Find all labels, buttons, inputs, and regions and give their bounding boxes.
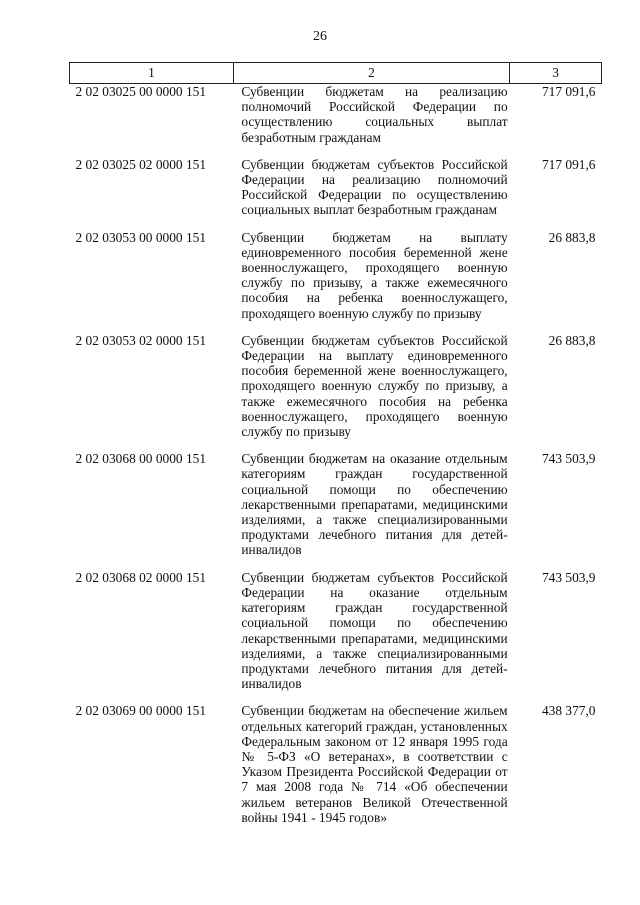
budget-code: 2 02 03069 00 0000 151: [75, 703, 207, 719]
table-row: [70, 451, 602, 569]
table-row: [70, 703, 602, 837]
amount: 717 091,6: [541, 156, 596, 172]
table-body: [70, 84, 602, 837]
header-row: [70, 63, 602, 84]
revenue-name: Субвенции бюджетам субъектов Российской Федерации на оказание отдельным категориям граждан государственной социальной помощи по обеспечению лекарственными препаратами, медицинскими изделиями, а также специализированными продуктами лечебного питания для детей-инвалидов: [241, 569, 508, 692]
revenue-name: Субвенции бюджетам субъектов Российской Федерации на реализацию полномочий Российской Федерации по осуществлению социальных выплат безработным гражданам: [241, 156, 508, 218]
column-header-1: 1: [70, 63, 234, 84]
revenue-name: Субвенции бюджетам на реализацию полномочий Российской Федерации по осуществлению социальных выплат безработным гражданам: [241, 84, 508, 145]
budget-code: 2 02 03025 02 0000 151: [75, 156, 207, 172]
amount: 438 377,0: [541, 703, 596, 719]
table-row: [70, 84, 602, 157]
amount: 26 883,8: [548, 332, 596, 348]
page-number: 26: [313, 29, 327, 44]
table-row: [70, 333, 602, 451]
amount: 743 503,9: [541, 451, 596, 467]
budget-code: 2 02 03068 02 0000 151: [75, 569, 207, 585]
table-row: [70, 157, 602, 230]
table-header: [70, 63, 602, 84]
table-row: [70, 570, 602, 704]
budget-revenue-table: [69, 62, 602, 837]
amount: 717 091,6: [541, 84, 596, 99]
column-header-2: 2: [233, 63, 509, 84]
budget-code: 2 02 03025 00 0000 151: [75, 84, 207, 99]
amount: 26 883,8: [548, 229, 596, 245]
revenue-name: Субвенции бюджетам на выплату единовременного пособия беременной жене военнослужащего, проходящего военную службу по призыву, а также ежемесячного пособия на ребенка военнослужащего, проходящего военную службу по призыву: [241, 229, 508, 321]
table-row: [70, 230, 602, 333]
revenue-name: Субвенции бюджетам на оказание отдельным категориям граждан государственной социальной помощи по обеспечению лекарственными препаратами, медицинскими изделиями, а также специализированными продуктами лечебного питания для детей-инвалидов: [241, 451, 508, 558]
budget-code: 2 02 03053 00 0000 151: [75, 229, 207, 245]
amount: 743 503,9: [541, 569, 596, 585]
budget-code: 2 02 03053 02 0000 151: [75, 332, 207, 348]
budget-code: 2 02 03068 00 0000 151: [75, 451, 207, 467]
revenue-name: Субвенции бюджетам субъектов Российской Федерации на выплату единовременного пособия беременной жене военнослужащего, проходящего военную службу по призыву, а также ежемесячного пособия на ребенка военнослужащего, проходящего военную службу по призыву: [241, 332, 508, 440]
column-header-3: 3: [510, 63, 602, 84]
revenue-name: Субвенции бюджетам на обеспечение жильем отдельных категорий граждан, установленных Федеральным законом от 12 января 1995 года № 5-ФЗ «О ветеранах», в соответствии с Указом Президента Российской Федерации от 7 мая 2008 года № 714 «Об обеспечении жильем ветеранов Великой Отечественной войны 1941 - 1945 годов»: [241, 703, 508, 825]
